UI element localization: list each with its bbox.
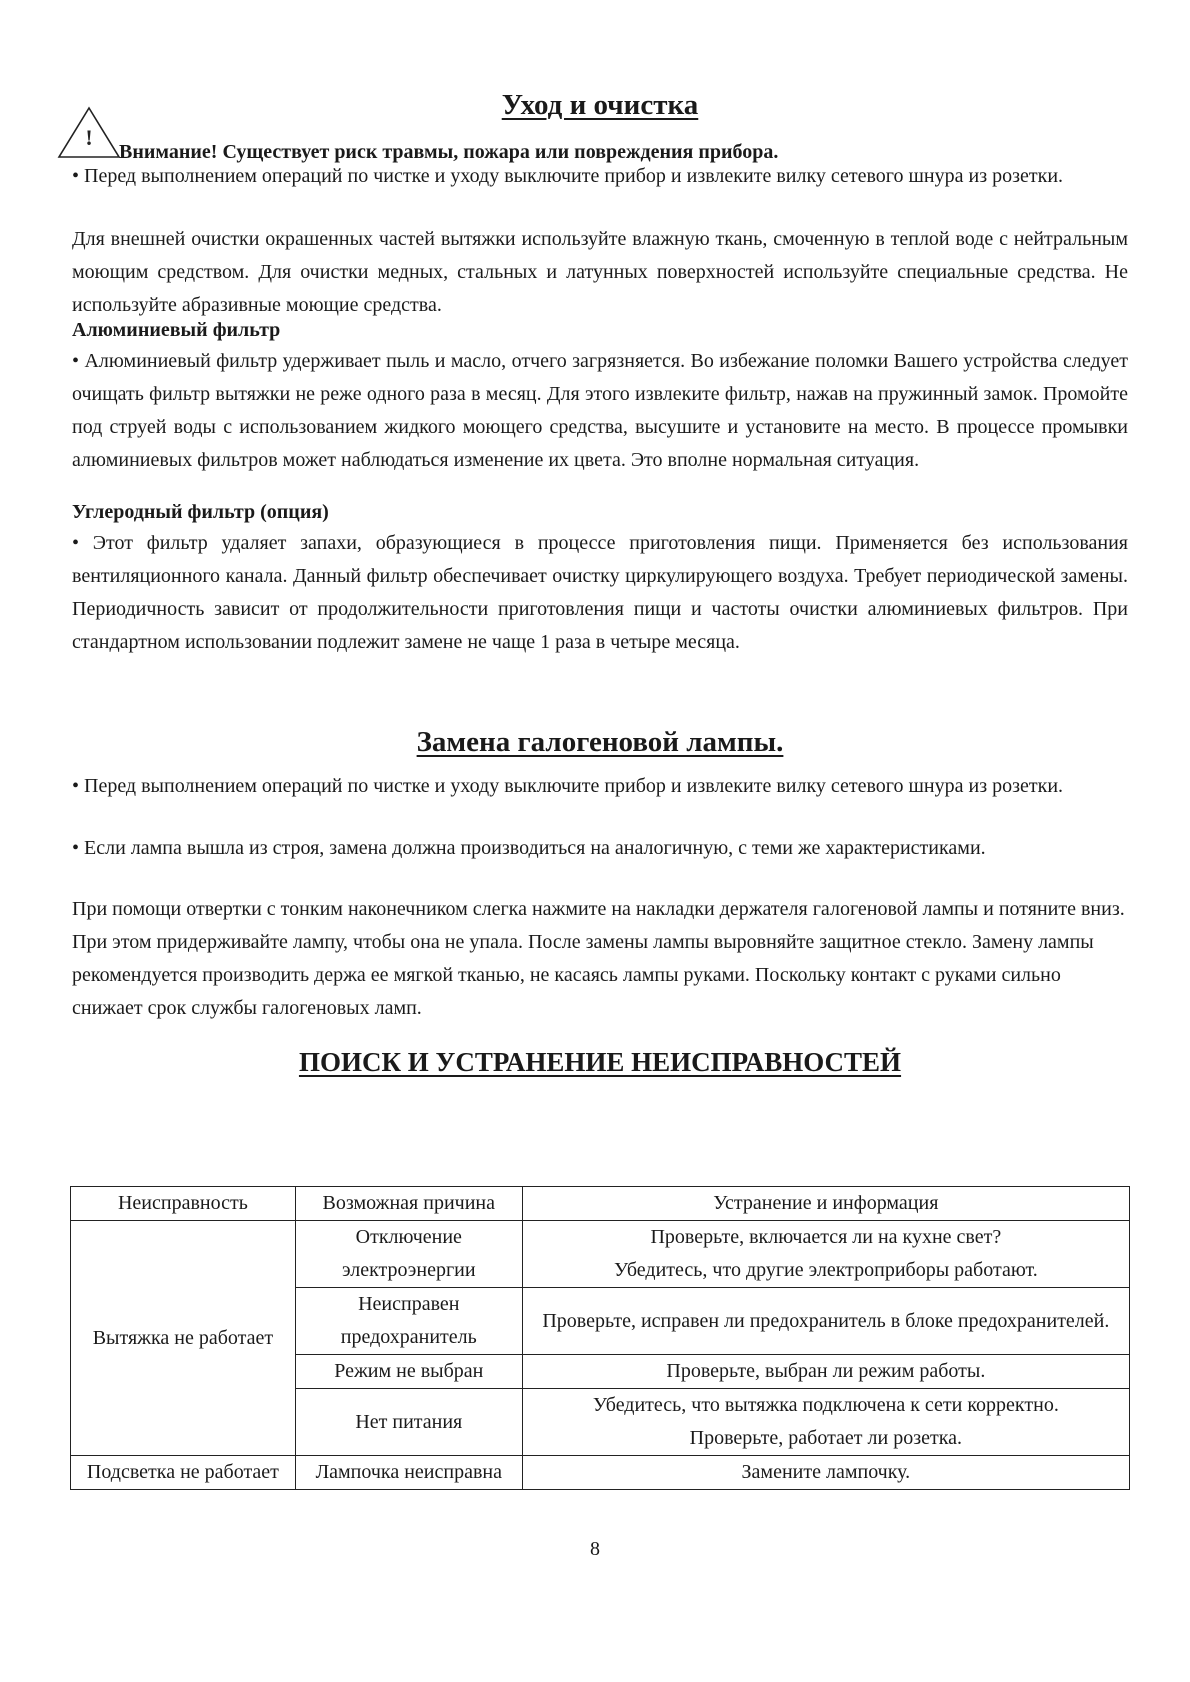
- carbon-filter-text: • Этот фильтр удаляет запахи, образующиеся в процессе приготовления пищи. Применяется без использования вентиляционного канала. Данный фильтр обеспечивает очистку циркулирующего воздуха. Требует периодической замены. Периодичность зависит от продолжительности приготовления пищи и частоты очистки алюминиевых фильтров. При стандартном использовании подлежит замене не чаще 1 раза в четыре месяца.: [72, 532, 1128, 653]
- header-solution: Устранение и информация: [522, 1187, 1129, 1221]
- problem-light-not-working: Подсветка не работает: [71, 1456, 296, 1490]
- cause-mode: Режим не выбран: [295, 1355, 522, 1389]
- fix-fuse: Проверьте, исправен ли предохранитель в блоке предохранителей.: [522, 1288, 1129, 1355]
- fix-power-outage-line2: Убедитесь, что другие электроприборы работают.: [613, 1259, 1038, 1281]
- lamp-title: Замена галогеновой лампы.: [416, 726, 784, 758]
- warning-text: Внимание! Существует риск травмы, пожара или повреждения прибора.: [119, 141, 779, 163]
- care-title: Уход и очистка: [501, 89, 699, 121]
- svg-text:!: !: [85, 125, 93, 150]
- care-paragraph-exterior: Для внешней очистки окрашенных частей вытяжки используйте влажную ткань, смоченную в теплой воде с нейтральным моющим средством. Для очистки медных, стальных и латунных поверхностей используйте специальные средства. Не используйте абразивные моющие средства.: [72, 228, 1128, 316]
- fix-power-outage: [522, 1221, 1129, 1288]
- problem-hood-not-working: Вытяжка не работает: [71, 1221, 296, 1456]
- troubleshooting-title: ПОИСК И УСТРАНЕНИЕ НЕИСПРАВНОСТЕЙ: [298, 1047, 902, 1077]
- aluminum-filter-text: • Алюминиевый фильтр удерживает пыль и масло, отчего загрязняется. Во избежание поломки Вашего устройства следует очищать фильтр вытяжки не реже одного раза в месяц. Для этого извлеките фильтр, нажав на пружинный замок. Промойте под струей воды с использованием жидкого моющего средства, высушите и установите на место. В процессе промывки алюминиевых фильтров может наблюдаться изменение их цвета. Это вполне нормальная ситуация.: [72, 350, 1128, 471]
- fix-no-power-line2: Проверьте, работает ли розетка.: [689, 1427, 963, 1449]
- fix-power-outage-line1: Проверьте, включается ли на кухне свет?: [650, 1226, 1002, 1248]
- warning-block: [56, 105, 1136, 165]
- lamp-paragraph-procedure: При помощи отвертки с тонким наконечником слегка нажмите на накладки держателя галогеновой лампы и потяните вниз. При этом придерживайте лампу, чтобы она не упала. После замены лампы выровняйте защитное стекло. Замену лампы рекомендуется производить держа ее мягкой тканью, не касаясь лампы руками. Поскольку контакт с руками сильно снижает срок службы галогеновых ламп.: [72, 898, 1125, 1019]
- header-cause: Возможная причина: [295, 1187, 522, 1221]
- cause-no-power: Нет питания: [295, 1389, 522, 1456]
- cause-fuse: Неисправен предохранитель: [295, 1288, 522, 1355]
- page-number: 8: [590, 1538, 600, 1560]
- fix-no-power: [522, 1389, 1129, 1456]
- aluminum-filter-heading: Алюминиевый фильтр: [72, 319, 281, 341]
- fix-mode: Проверьте, выбран ли режим работы.: [522, 1355, 1129, 1389]
- fix-bulb: Замените лампочку.: [522, 1456, 1129, 1490]
- cause-bulb: Лампочка неисправна: [295, 1456, 522, 1490]
- care-paragraph-unplug: • Перед выполнением операций по чистке и уходу выключите прибор и извлеките вилку сетевого шнура из розетки.: [72, 165, 1064, 187]
- carbon-filter-heading: Углеродный фильтр (опция): [72, 501, 329, 523]
- table-row: [71, 1456, 1130, 1490]
- cause-power-outage: Отключение электроэнергии: [295, 1221, 522, 1288]
- lamp-paragraph-replacement: • Если лампа вышла из строя, замена должна производиться на аналогичную, с теми же характеристиками.: [72, 837, 986, 859]
- table-row: [71, 1221, 1130, 1288]
- lamp-paragraph-unplug: • Перед выполнением операций по чистке и уходу выключите прибор и извлеките вилку сетевого шнура из розетки.: [72, 775, 1064, 797]
- fix-no-power-line1: Убедитесь, что вытяжка подключена к сети корректно.: [592, 1394, 1059, 1416]
- warning-triangle-icon: [56, 105, 122, 161]
- table-header-row: [71, 1187, 1130, 1221]
- header-problem: Неисправность: [71, 1187, 296, 1221]
- troubleshooting-table: [70, 1186, 1130, 1490]
